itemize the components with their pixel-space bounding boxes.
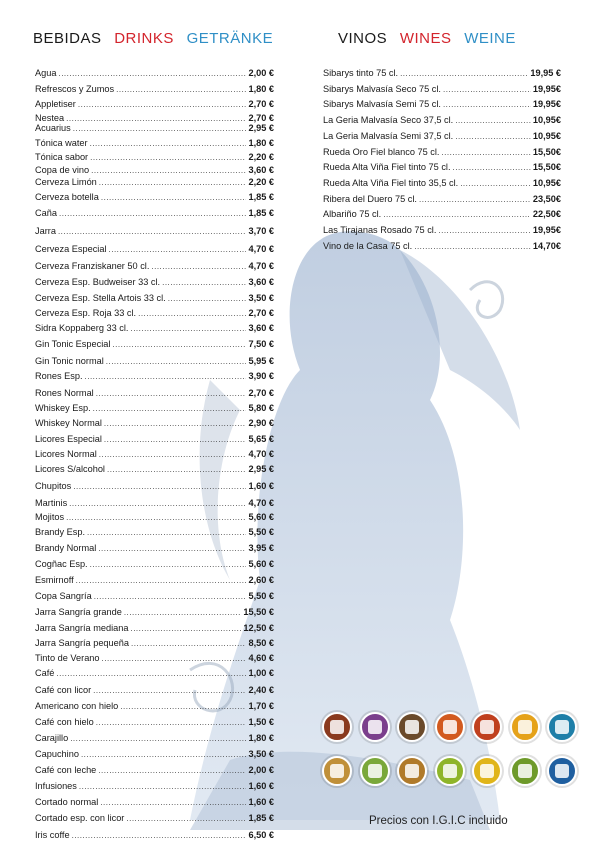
nuts-icon	[322, 712, 352, 742]
drink-name: Infusiones	[35, 781, 77, 791]
drink-name: Whiskey Normal	[35, 418, 102, 428]
drink-price: 1,85 €	[248, 813, 274, 823]
lupin-icon-glyph	[368, 764, 382, 778]
leader-dots	[96, 717, 247, 728]
leader-dots	[91, 165, 246, 176]
wines-header-de: WEINE	[464, 30, 516, 47]
leader-dots	[78, 99, 247, 110]
drink-item	[35, 607, 274, 618]
fish-icon-glyph	[555, 720, 569, 734]
leader-dots	[441, 147, 530, 158]
drink-item	[35, 388, 274, 399]
drink-item	[35, 575, 274, 586]
drink-item	[35, 323, 274, 334]
drink-price: 2,20 €	[248, 177, 274, 187]
molluscs-icon-glyph	[405, 720, 419, 734]
dairy-icon-glyph	[480, 764, 494, 778]
leader-dots	[98, 543, 246, 554]
drink-price: 1,60 €	[248, 781, 274, 791]
sesame-icon-glyph	[330, 764, 344, 778]
drink-price: 2,00 €	[248, 68, 274, 78]
leader-dots	[73, 481, 246, 492]
drink-item	[35, 481, 274, 492]
drink-name: Agua	[35, 68, 57, 78]
drink-price: 4,70 €	[248, 244, 274, 254]
leader-dots	[94, 591, 247, 602]
wine-item	[323, 99, 561, 110]
drink-item	[35, 403, 274, 414]
leader-dots	[116, 84, 246, 95]
leader-dots	[106, 356, 247, 367]
drink-item	[35, 293, 274, 304]
wine-item	[323, 68, 561, 79]
drink-price: 3,60 €	[248, 323, 274, 333]
drink-item	[35, 638, 274, 649]
drink-item	[35, 781, 274, 792]
leader-dots	[126, 813, 246, 824]
leader-dots	[400, 68, 528, 79]
drink-item	[35, 717, 274, 728]
drink-price: 5,80 €	[248, 403, 274, 413]
leader-dots	[138, 308, 246, 319]
leader-dots	[109, 244, 247, 255]
drink-name: Gin Tonic normal	[35, 356, 104, 366]
drink-price: 1,80 €	[248, 84, 274, 94]
drink-item	[35, 123, 274, 134]
wine-name: Sibarys tinto 75 cl.	[323, 68, 399, 78]
drink-item	[35, 418, 274, 429]
drink-name: Cerveza Esp. Stella Artois 33 cl.	[35, 293, 166, 303]
drink-name: Tónica water	[35, 138, 88, 148]
eggs-icon-glyph	[518, 720, 532, 734]
leader-dots	[414, 241, 531, 252]
wine-item	[323, 84, 561, 95]
drinks-header-es: BEBIDAS	[33, 30, 102, 47]
wine-item	[323, 225, 561, 236]
drink-name: Café con leche	[35, 765, 97, 775]
drink-name: Cerveza botella	[35, 192, 99, 202]
drinks-header-en: DRINKS	[114, 30, 174, 47]
soy-icon-glyph	[518, 764, 532, 778]
drink-item	[35, 797, 274, 808]
drink-price: 2,70 €	[248, 99, 274, 109]
drink-price: 5,65 €	[248, 434, 274, 444]
drink-name: Appletiser	[35, 99, 76, 109]
wine-price: 10,95€	[532, 177, 561, 188]
drink-name: Caña	[35, 208, 57, 218]
drink-name: Capuchino	[35, 749, 79, 759]
drink-name: Brandy Esp.	[35, 527, 86, 537]
leader-dots	[130, 323, 246, 334]
wine-price: 10,95€	[532, 130, 561, 141]
leader-dots	[73, 123, 247, 134]
leader-dots	[58, 68, 246, 79]
leader-dots	[81, 749, 247, 760]
drink-item	[35, 653, 274, 664]
leader-dots	[99, 449, 247, 460]
fish-icon	[547, 712, 577, 742]
gluten-icon-glyph	[443, 764, 457, 778]
drink-name: Copa Sangría	[35, 591, 92, 601]
leader-dots	[120, 701, 246, 712]
wine-price: 19,95€	[532, 225, 561, 235]
leader-dots	[460, 178, 531, 189]
drink-name: Whiskey Esp.	[35, 403, 91, 413]
drink-price: 4,70 €	[248, 498, 274, 508]
drink-item	[35, 261, 274, 272]
wine-price: 19,95€	[532, 99, 561, 110]
drink-name: Martinis	[35, 498, 68, 508]
drink-name: Cerveza Especial	[35, 244, 107, 254]
peanuts-icon	[397, 756, 427, 786]
drink-name: Tónica sabor	[35, 152, 89, 162]
drink-name: Licores S/alcohol	[35, 464, 105, 474]
drink-price: 2,40 €	[248, 685, 274, 695]
drink-name: Americano con hielo	[35, 701, 119, 711]
leader-dots	[76, 575, 247, 586]
drink-price: 6,50 €	[248, 830, 274, 840]
drink-name: Licores Especial	[35, 434, 102, 444]
drink-item	[35, 152, 274, 163]
drink-item	[35, 449, 274, 460]
drink-name: Cogñac Esp.	[35, 559, 88, 569]
drink-item	[35, 165, 274, 176]
drink-price: 3,70 €	[248, 226, 274, 236]
leader-dots	[59, 208, 246, 219]
drink-price: 2,20 €	[248, 152, 274, 162]
drink-item	[35, 701, 274, 712]
drink-item	[35, 623, 274, 634]
leader-dots	[131, 638, 246, 649]
leader-dots	[90, 152, 246, 163]
wine-price: 14,70€	[532, 240, 561, 251]
leader-dots	[70, 733, 246, 744]
leader-dots	[383, 209, 531, 220]
wine-item	[323, 147, 561, 158]
wine-name: Rueda Oro Fiel blanco 75 cl.	[323, 146, 440, 157]
crustaceans-icon	[435, 712, 465, 742]
wine-name: La Geria Malvasía Seco 37,5 cl.	[323, 115, 454, 126]
leader-dots	[90, 559, 247, 570]
drink-price: 2,60 €	[248, 575, 274, 585]
leader-dots	[168, 293, 247, 304]
drink-item	[35, 813, 274, 824]
drink-name: Iris coffe	[35, 830, 70, 840]
drink-item	[35, 498, 274, 509]
drink-price: 4,70 €	[248, 261, 274, 271]
drink-item	[35, 765, 274, 776]
sesame-icon	[322, 756, 352, 786]
leader-dots	[107, 464, 246, 475]
drink-item	[35, 138, 274, 149]
leader-dots	[69, 498, 246, 509]
drink-name: Café con licor	[35, 685, 92, 695]
drink-item	[35, 371, 274, 382]
drink-price: 2,70 €	[248, 308, 274, 318]
leader-dots	[438, 225, 531, 236]
gluten-icon	[435, 756, 465, 786]
leader-dots	[102, 653, 247, 664]
wine-name: Rueda Alta Viña Fiel tinto 35,5 cl.	[323, 177, 459, 188]
wine-item	[323, 209, 561, 220]
drink-name: Nestea	[35, 113, 65, 123]
celery-icon-glyph	[368, 720, 382, 734]
drink-price: 3,90 €	[248, 371, 274, 381]
drink-name: Rones Esp.	[35, 371, 83, 381]
drink-item	[35, 208, 274, 219]
drink-price: 2,70 €	[248, 388, 274, 398]
drink-name: Cerveza Franziskaner 50 cl.	[35, 261, 150, 271]
wine-price: 15,50€	[532, 146, 561, 157]
leader-dots	[79, 781, 247, 792]
leader-dots	[99, 177, 247, 188]
drink-price: 12,50 €	[243, 623, 274, 633]
drink-price: 5,95 €	[248, 356, 274, 366]
wine-item	[323, 178, 561, 189]
peanuts-icon-glyph	[405, 764, 419, 778]
drink-name: Acuarius	[35, 123, 71, 133]
drink-name: Cortado esp. con licor	[35, 813, 125, 823]
leader-dots	[66, 512, 246, 523]
leader-dots	[101, 192, 247, 203]
drink-item	[35, 749, 274, 760]
drink-name: Brandy Normal	[35, 543, 97, 553]
leader-dots	[130, 623, 241, 634]
drink-price: 1,60 €	[248, 797, 274, 807]
wine-name: Sibarys Malvasía Semi 75 cl.	[323, 99, 441, 110]
drink-name: Mojitos	[35, 512, 65, 522]
drink-price: 8,50 €	[248, 638, 274, 648]
leader-dots	[124, 607, 242, 618]
drink-price: 3,50 €	[248, 749, 274, 759]
wine-price: 22,50€	[532, 209, 561, 220]
drink-name: Jarra Sangría mediana	[35, 623, 129, 633]
drink-name: Carajillo	[35, 733, 69, 743]
price-note: Precios con I.G.I.C incluido	[369, 815, 508, 827]
leader-dots	[72, 830, 247, 841]
sulphites-icon	[547, 756, 577, 786]
drink-price: 1,60 €	[248, 481, 274, 491]
drink-item	[35, 356, 274, 367]
lupin-icon	[360, 756, 390, 786]
drink-item	[35, 192, 274, 203]
wine-price: 15,50€	[532, 162, 561, 173]
drink-item	[35, 591, 274, 602]
drink-name: Gin Tonic Especial	[35, 339, 111, 349]
drink-name: Esmirnoff	[35, 575, 74, 585]
drink-price: 1,80 €	[248, 733, 274, 743]
wine-price: 23,50€	[532, 193, 561, 204]
drink-name: Jarra	[35, 226, 56, 236]
drink-item	[35, 559, 274, 570]
leader-dots	[162, 277, 246, 288]
drink-name: Tinto de Verano	[35, 653, 100, 663]
wine-price: 19,95€	[532, 83, 561, 94]
drink-name: Chupitos	[35, 481, 72, 491]
wine-name: Sibarys Malvasía Seco 75 cl.	[323, 83, 441, 94]
drink-name: Jarra Sangría pequeña	[35, 638, 129, 648]
drink-price: 1,85 €	[248, 192, 274, 202]
drink-item	[35, 685, 274, 696]
drink-name: Cerveza Limón	[35, 177, 97, 187]
drink-item	[35, 339, 274, 350]
leader-dots	[58, 226, 247, 237]
drink-name: Copa de vino	[35, 165, 90, 175]
drink-price: 1,50 €	[248, 717, 274, 727]
drink-price: 5,60 €	[248, 512, 274, 522]
drinks-header	[33, 30, 281, 47]
drink-item	[35, 244, 274, 255]
drink-item	[35, 527, 274, 538]
drink-name: Refrescos y Zumos	[35, 84, 115, 94]
wine-name: Rueda Alta Viña Fiel tinto 75 cl.	[323, 162, 451, 173]
drink-item	[35, 543, 274, 554]
wine-item	[323, 194, 561, 205]
soy-icon	[510, 756, 540, 786]
drink-name: Licores Normal	[35, 449, 97, 459]
drink-price: 2,00 €	[248, 765, 274, 775]
drink-item	[35, 733, 274, 744]
drink-item	[35, 434, 274, 445]
drink-item	[35, 99, 274, 110]
leader-dots	[90, 138, 247, 149]
mustard-icon-glyph	[480, 720, 494, 734]
drink-name: Sidra Koppaberg 33 cl.	[35, 323, 129, 333]
leader-dots	[104, 418, 247, 429]
wine-name: La Geria Malvasía Semi 37,5 cl.	[323, 130, 454, 141]
drink-price: 4,70 €	[248, 449, 274, 459]
drink-item	[35, 668, 274, 679]
leader-dots	[151, 261, 246, 272]
molluscs-icon	[397, 712, 427, 742]
wine-item	[323, 241, 561, 252]
wine-name: Las Tirajanas Rosado 75 cl.	[323, 225, 437, 235]
drink-price: 1,70 €	[248, 701, 274, 711]
drink-name: Rones Normal	[35, 388, 94, 398]
leader-dots	[93, 403, 247, 414]
drink-item	[35, 464, 274, 475]
drink-price: 1,85 €	[248, 208, 274, 218]
drink-price: 5,60 €	[248, 559, 274, 569]
drink-name: Jarra Sangría grande	[35, 607, 122, 617]
drink-name: Cortado normal	[35, 797, 99, 807]
dairy-icon	[472, 756, 502, 786]
leader-dots	[56, 668, 246, 679]
leader-dots	[87, 527, 246, 538]
drink-item	[35, 308, 274, 319]
wine-name: Ribera del Duero 75 cl.	[323, 193, 417, 204]
wine-name: Vino de la Casa 75 cl.	[323, 240, 413, 251]
drink-price: 3,50 €	[248, 293, 274, 303]
celery-icon	[360, 712, 390, 742]
drink-price: 3,95 €	[248, 543, 274, 553]
leader-dots	[419, 194, 531, 205]
wines-header	[338, 30, 524, 47]
leader-dots	[104, 434, 247, 445]
crustaceans-icon-glyph	[443, 720, 457, 734]
leader-dots	[455, 115, 531, 126]
nuts-icon-glyph	[330, 720, 344, 734]
drink-item	[35, 512, 274, 523]
drink-price: 1,80 €	[248, 138, 274, 148]
eggs-icon	[510, 712, 540, 742]
leader-dots	[96, 388, 247, 399]
wine-item	[323, 131, 561, 142]
leader-dots	[112, 339, 246, 350]
drink-price: 5,50 €	[248, 591, 274, 601]
drink-item	[35, 68, 274, 79]
drink-name: Cerveza Esp. Budweiser 33 cl.	[35, 277, 161, 287]
leader-dots	[455, 131, 531, 142]
drink-price: 15,50 €	[243, 607, 274, 617]
drink-item	[35, 177, 274, 188]
wine-name: Albariño 75 cl.	[323, 209, 382, 220]
drink-item	[35, 84, 274, 95]
wine-price: 10,95€	[532, 115, 561, 126]
drink-name: Café	[35, 668, 55, 678]
drink-item	[35, 226, 274, 237]
drink-price: 3,60 €	[248, 277, 274, 287]
leader-dots	[93, 685, 246, 696]
leader-dots	[98, 765, 246, 776]
leader-dots	[443, 99, 531, 110]
drink-price: 5,50 €	[248, 527, 274, 537]
drink-item	[35, 830, 274, 841]
wines-header-en: WINES	[399, 30, 452, 47]
drink-price: 2,90 €	[248, 418, 274, 428]
wine-item	[323, 162, 561, 173]
drink-name: Cerveza Esp. Roja 33 cl.	[35, 308, 137, 318]
drink-price: 4,60 €	[248, 653, 274, 663]
leader-dots	[85, 371, 247, 382]
drink-price: 2,95 €	[248, 464, 274, 474]
leader-dots	[453, 162, 531, 173]
drink-price: 2,70 €	[248, 113, 274, 123]
sulphites-icon-glyph	[555, 764, 569, 778]
drink-name: Café con hielo	[35, 717, 94, 727]
drink-price: 7,50 €	[248, 339, 274, 349]
wine-item	[323, 115, 561, 126]
leader-dots	[443, 84, 531, 95]
wines-header-es: VINOS	[338, 30, 388, 47]
drink-price: 3,60 €	[248, 165, 274, 175]
drinks-header-de: GETRÄNKE	[186, 30, 274, 47]
mustard-icon	[472, 712, 502, 742]
drink-price: 2,95 €	[248, 123, 274, 133]
leader-dots	[100, 797, 246, 808]
wine-price: 19,95 €	[530, 68, 561, 78]
drink-price: 1,00 €	[248, 668, 274, 678]
drink-item	[35, 277, 274, 288]
